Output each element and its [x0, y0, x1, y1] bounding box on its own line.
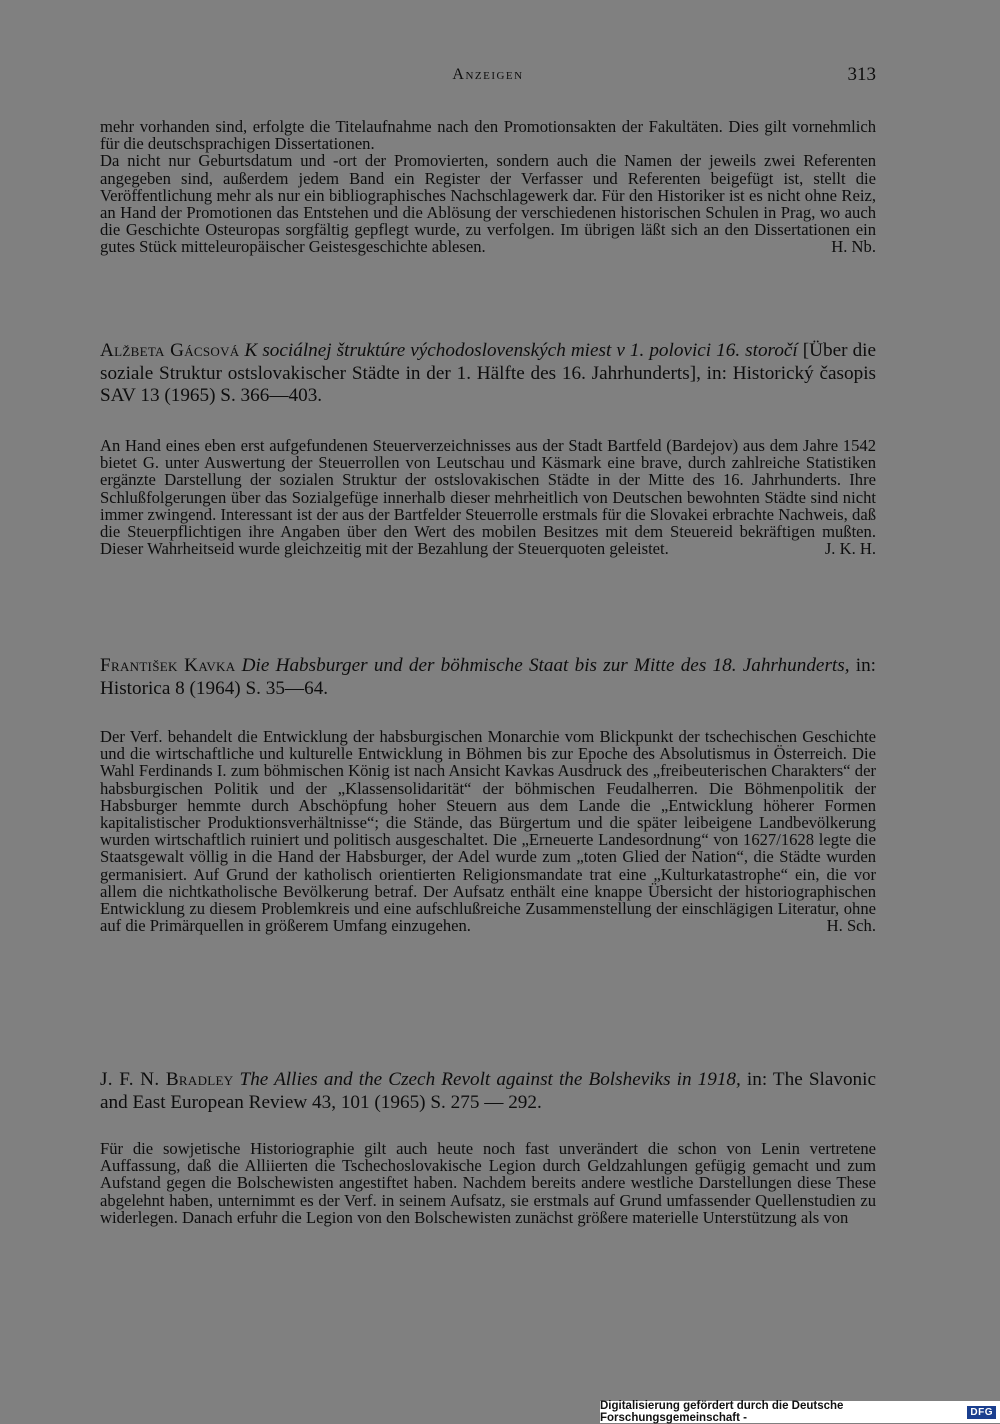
footer-text: Digitalisierung gefördert durch die Deutsche Forschungsgemeinschaft - [600, 1400, 844, 1424]
paragraph: Für die sowjetische Historiographie gilt auch heute noch fast unverändert die schon von Lenin vertretene Auffassung, daß die Alliierten die Tschechoslovakische Legion durch Geldzahlungen gefügig gemacht und zum Aufstand gegen die Bolschewisten angestiftet haben. Nachdem bereits andere westliche Darstellungen diese These abgelehnt haben, unternimmt es der Verf. in seinem Aufsatz, sie erstmals auf Grund umfassender Quellenstudien zu widerlegen. Danach erfuhr die Legion von den Bolschewisten zunächst größere materielle Unterstützung als von [100, 1139, 876, 1227]
bibliographic-citation [100, 1069, 876, 1114]
running-head: Anzeigen [452, 66, 524, 83]
bibliographic-citation [100, 340, 876, 408]
paragraph: mehr vorhanden sind, erfolgte die Titelaufnahme nach den Promotionsakten der Fakultäten. Dies gilt vornehmlich für die deutschsprachigen Dissertationen. [100, 117, 876, 154]
review-entry [100, 655, 876, 700]
paragraph: Da nicht nur Geburtsdatum und -ort der Promovierten, sondern auch die Namen der jeweils zwei Referenten angegeben sind, außerdem jedem Band ein Register der Verfasser und Referenten beigefügt ist, stellt die Veröffentlichung mehr als nur ein bibliographisches Nachschlagewerk dar. Für den Historiker ist es nicht ohne Reiz, an Hand der Promotionen das Entstehen und die Ablösung der verschiedenen historischen Schulen in Prag, wo auch die Geschichte Osteuropas sorgfältig gepflegt wurde, zu verfolgen. Im übrigen läßt sich an den Dissertationen ein gutes Stück mitteleuropäischer Geistesgeschichte ablesen. [100, 151, 876, 257]
bibliographic-citation [100, 655, 876, 700]
paragraph: An Hand eines eben erst aufgefundenen Steuerverzeichnisses aus der Stadt Bartfeld (Bardejov) aus dem Jahre 1542 bietet G. unter Auswertung der Steuerrollen von Leutschau und Käsmark eine brave, durch zahlreiche Statistiken ergänzte Darstellung der sozialen Struktur der ostslovakischen Städte in der Mitte des 16. Jahrhunderts. Ihre Schlußfolgerungen über das Sozialgefüge innerhalb dieser mehrheitlich von Deutschen bewohnten Städte sind nicht immer zwingend. Interessant ist der aus der Bartfelder Steuerrolle erstmals für die Slovakei erbrachte Nachweis, daß die Steuerpflichtigen ihre Angaben über den Wert des mobilen Besitzes mit dem Steuereid bekräftigen mußten. Dieser Wahrheitseid wurde gleichzeitig mit der Bezahlung der Steuerquoten geleistet. [100, 436, 876, 559]
review-body [100, 1140, 876, 1226]
page-header [100, 66, 876, 96]
paragraph: Der Verf. behandelt die Entwicklung der habsburgischen Monarchie vom Blickpunkt der tschechischen Geschichte und die wirtschaftliche und kulturelle Entwicklung in Böhmen bis zur Epoche des Absolutismus in Österreich. Die Wahl Ferdinands I. zum böhmischen König ist nach Ansicht Kavkas Ausdruck des „freibeuterischen Charakters“ der habsburgischen Politik und der „Klassensolidarität“ der böhmischen Feudalherren. Die Böhmenpolitik der Habsburger hemmte durch Abschöpfung hoher Steuern aus dem Lande die „Entwicklung höherer Formen kapitalistischer Produktionsverhältnisse“; die Stände, das Bürgertum und die später leibeigene Landbevölkerung wurden wirtschaftlich ruiniert und politisch ausgeschaltet. Die „Erneuerte Landesordnung“ von 1627/1628 legte die Staatsgewalt völlig in die Hand der Habsburger, der Adel wurde zum „toten Glied der Nation“, die Städte wurden germanisiert. Auf Grund der katholisch orientierten Religionsmandate trat eine „Kulturkatastrophe“ ein, die vor allem die nichtkatholische Bevölkerung betraf. Der Aufsatz enthält eine knappe Übersicht der historiographischen Entwicklung zu diesem Problemkreis und eine aufschlußreiche Zusammenstellung der einschlägigen Literatur, ohne auf die Primärquellen in größerem Umfang einzugehen. [100, 727, 876, 936]
citation-details: [Über die soziale Struktur ostslovakischer Städte in der 1. Hälfte des 16. Jahrhunderts], in: Historický časopis SAV 13 (1965) S. 366—403. [100, 340, 877, 406]
digitization-footer [600, 1401, 1000, 1423]
review-entry [100, 1069, 876, 1114]
dfg-logo: DFG [967, 1406, 996, 1419]
article-title: The Allies and the Czech Revolt against the Bolsheviks in 1918, [239, 1069, 741, 1090]
review-body [100, 437, 876, 557]
reviewer-initials: H. Nb. [831, 237, 876, 257]
author-name: J. F. N. Bradley [100, 1069, 234, 1090]
review-entry [100, 340, 876, 408]
review-body [100, 728, 876, 934]
reviewer-initials: J. K. H. [824, 539, 876, 559]
section-continuation [100, 118, 876, 256]
article-title: Die Habsburger und der böhmische Staat bis zur Mitte des 18. Jahrhunderts, [241, 655, 850, 676]
article-title: K sociálnej štruktúre východoslovenských miest v 1. polovici 16. storočí [244, 340, 798, 361]
author-name: Alžbeta Gácsová [100, 340, 240, 361]
reviewer-initials: H. Sch. [826, 916, 876, 936]
citation-details: in: The Slavonic and East European Review 43, 101 (1965) S. 275 — 292. [100, 1069, 876, 1113]
page-number: 313 [847, 64, 876, 85]
citation-details: in: Historica 8 (1964) S. 35—64. [100, 655, 877, 699]
author-name: František Kavka [100, 655, 236, 676]
